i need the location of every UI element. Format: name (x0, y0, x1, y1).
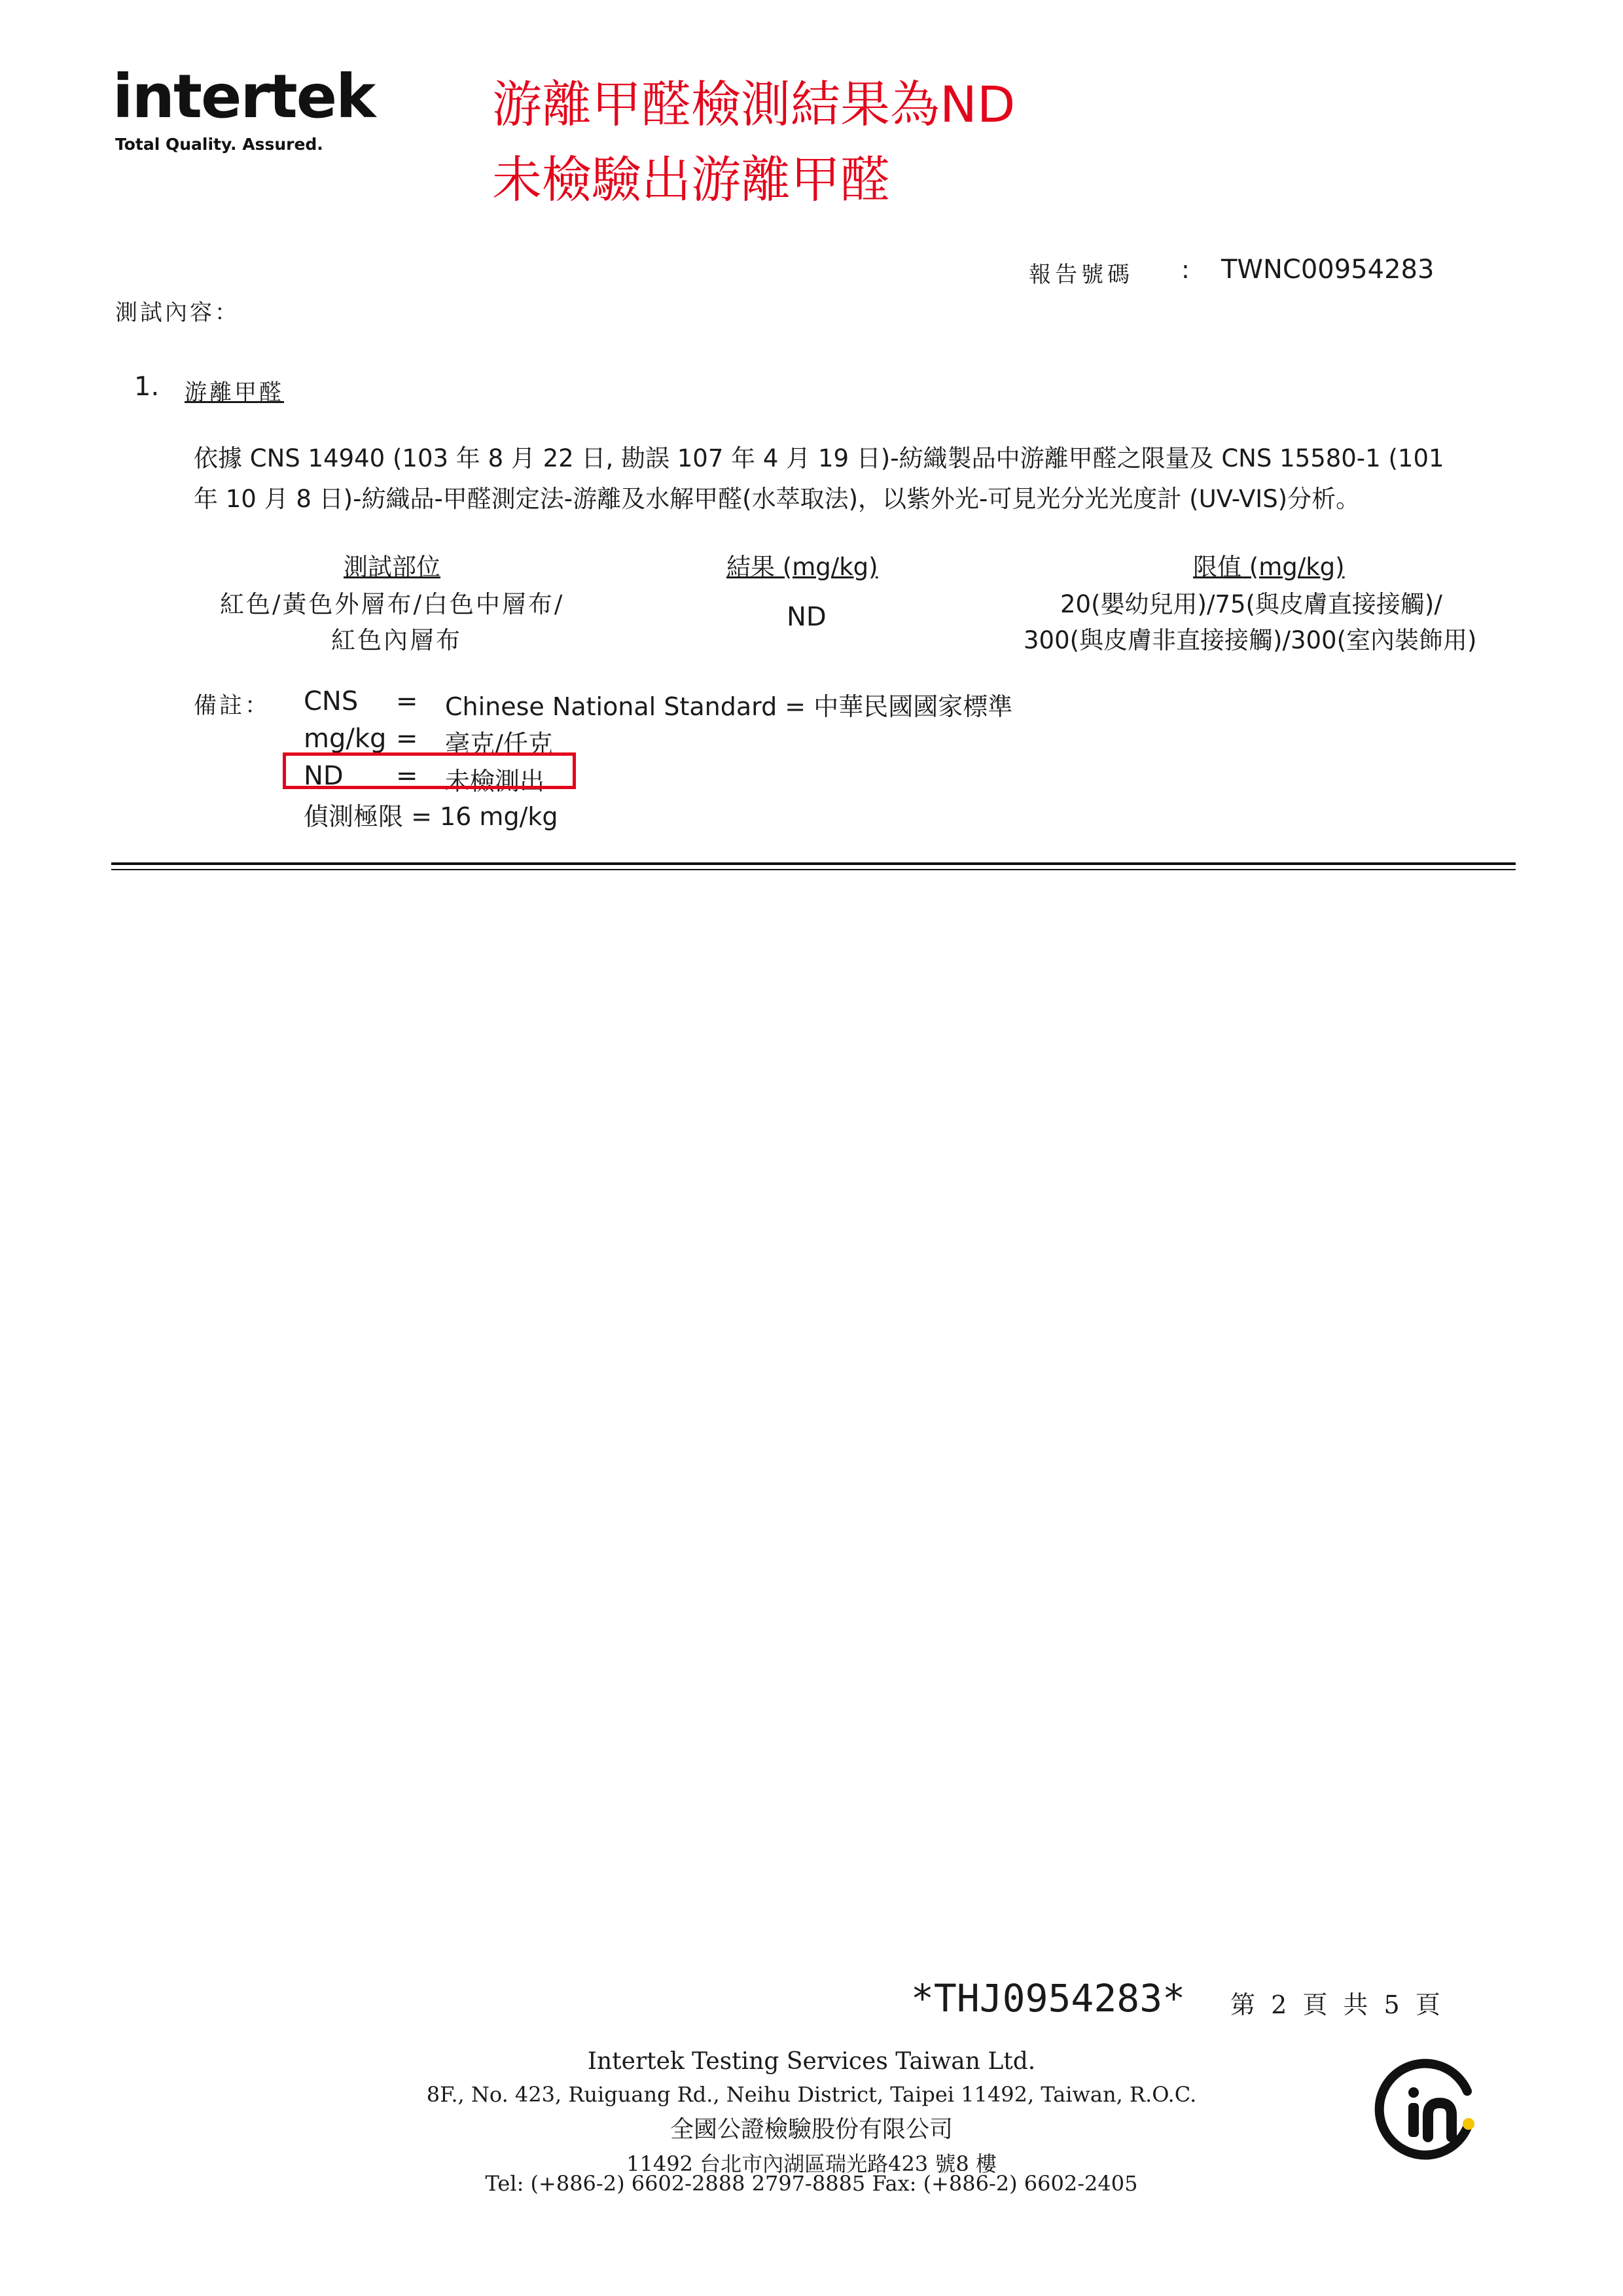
cell-limit-line-2: 300(與皮膚非直接接觸)/300(室內裝飾用) (1024, 626, 1477, 654)
barcode-text: *THJ0954283* (911, 1976, 1186, 2021)
nd-highlight-box (283, 752, 576, 789)
item-title: 游離甲醛 (185, 380, 284, 406)
emblem-accent-dot (1463, 2118, 1474, 2130)
banner-line-1: 游離甲醛檢測結果為ND (492, 75, 1016, 133)
test-content-label: 測試內容： (115, 300, 240, 326)
note-term-cns: CNS (304, 686, 359, 716)
cell-result: ND (787, 602, 827, 632)
page-indicator: 第 2 頁 共 5 頁 (1230, 1990, 1444, 2019)
notes-label: 備註： (194, 693, 271, 719)
intertek-emblem-icon (1369, 2052, 1484, 2167)
method-line-2: 年 10 月 8 日)-紡織品-甲醛測定法-游離及水解甲醛(水萃取法)，以紫外光-可見光分光光度計 (UV-VIS)分析。 (194, 485, 1361, 513)
section-divider-thin (111, 869, 1516, 870)
note-definition-mgkg: 毫克/仟克 (445, 730, 553, 758)
footer-address-zh: 11492 台北市內湖區瑞光路423 號8 樓 (626, 2151, 997, 2176)
note-equals: = (396, 761, 418, 791)
cell-limit-line-1: 20(嬰幼兒用)/75(與皮膚直接接觸)/ (1060, 590, 1442, 618)
note-definition-cns: Chinese National Standard = 中華民國國家標準 (445, 692, 1013, 721)
footer-company-en: Intertek Testing Services Taiwan Ltd. (587, 2048, 1036, 2075)
header-result: 結果 (mg/kg) (726, 553, 878, 581)
intertek-logo: intertek (113, 62, 375, 132)
cell-test-part-line-2: 紅色內層布 (331, 626, 462, 654)
banner-line-2: 未檢驗出游離甲醛 (492, 150, 890, 209)
method-line-1: 依據 CNS 14940 (103 年 8 月 22 日, 勘誤 107 年 4 月 19 日)-紡織製品中游離甲醛之限量及 CNS 15580-1 (101 (194, 444, 1444, 472)
note-equals: = (396, 686, 418, 716)
logo-tagline: Total Quality. Assured. (115, 135, 323, 154)
report-number-colon: : (1181, 255, 1190, 284)
note-definition-nd: 未檢測出 (445, 767, 545, 796)
footer-company-zh: 全國公證檢驗股份有限公司 (669, 2116, 953, 2143)
header-test-part: 測試部位 (344, 553, 440, 581)
footer-address-en: 8F., No. 423, Ruiguang Rd., Neihu District, Taipei 11492, Taiwan, R.O.C. (426, 2082, 1197, 2107)
report-number-label: 報告號碼 (1029, 262, 1133, 288)
detection-limit: 偵測極限 = 16 mg/kg (304, 802, 558, 831)
section-divider (111, 862, 1516, 865)
note-term-nd: ND (304, 761, 344, 791)
note-term-mgkg: mg/kg (304, 724, 387, 754)
cell-test-part-line-1: 紅色/黃色外層布/白色中層布/ (220, 590, 565, 618)
note-equals: = (396, 724, 418, 754)
header-limit: 限值 (mg/kg) (1193, 553, 1345, 581)
footer-contact: Tel: (+886-2) 6602-2888 2797-8885 Fax: (+886-2) 6602-2405 (485, 2171, 1138, 2196)
item-number: 1. (134, 372, 160, 402)
report-number-value: TWNC00954283 (1221, 255, 1435, 285)
